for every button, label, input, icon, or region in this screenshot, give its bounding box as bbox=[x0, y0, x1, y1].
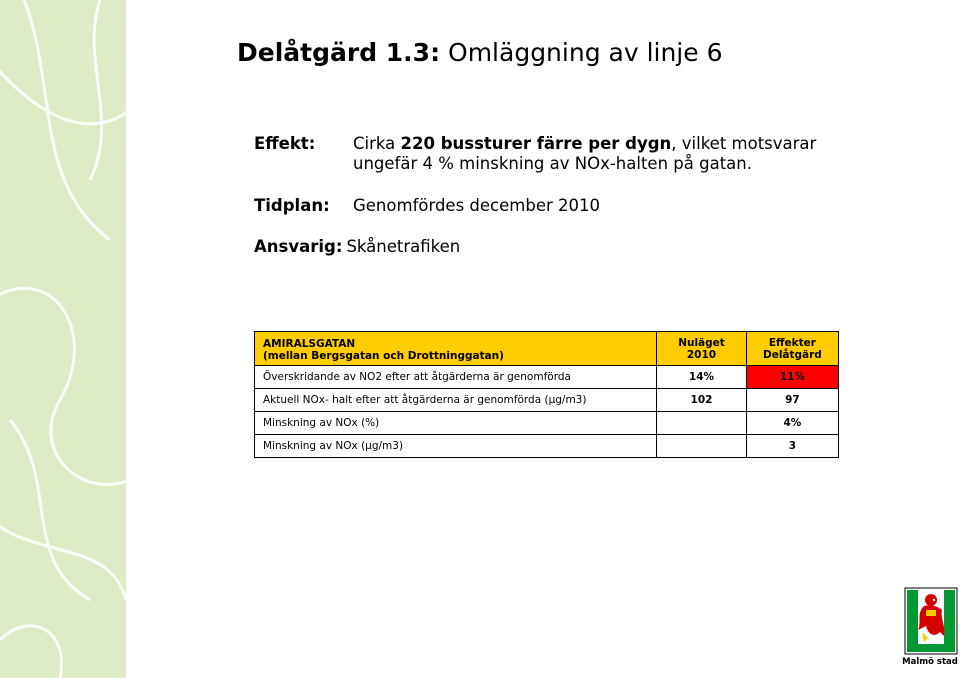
effekt-text-before: Cirka bbox=[353, 134, 401, 153]
row-effekter: 3 bbox=[746, 435, 838, 458]
table-row bbox=[255, 366, 839, 389]
header-nulaget-line1: Nuläget bbox=[678, 336, 725, 349]
header-location bbox=[255, 332, 657, 366]
tidplan-value: Genomfördes december 2010 bbox=[353, 196, 600, 215]
row-nulaget bbox=[657, 412, 747, 435]
griffin-crest-icon bbox=[904, 586, 958, 656]
table-row bbox=[255, 389, 839, 412]
page-title bbox=[237, 38, 723, 67]
header-location-line1: AMIRALSGATAN bbox=[263, 337, 356, 350]
effekt-description bbox=[353, 134, 873, 174]
malmo-stad-logo bbox=[904, 586, 958, 656]
row-nulaget bbox=[657, 435, 747, 458]
row-effekter: 97 bbox=[746, 389, 838, 412]
ansvarig-row bbox=[254, 237, 460, 256]
row-nulaget: 14% bbox=[657, 366, 747, 389]
ansvarig-value: Skånetrafiken bbox=[346, 237, 461, 256]
title-rest: Omläggning av linje 6 bbox=[440, 38, 723, 67]
title-bold-part: Delåtgärd 1.3: bbox=[237, 38, 441, 67]
header-location-line2: (mellan Bergsgatan och Drottninggatan) bbox=[263, 349, 504, 362]
row-effekter: 4% bbox=[746, 412, 838, 435]
header-effekter-line1: Effekter bbox=[768, 336, 816, 349]
table-row bbox=[255, 435, 839, 458]
tidplan-row bbox=[254, 196, 600, 215]
tidplan-label: Tidplan: bbox=[254, 196, 330, 215]
emissions-table bbox=[254, 331, 839, 458]
row-label: Minskning av NOx (%) bbox=[255, 412, 657, 435]
row-effekter-highlighted: 11% bbox=[746, 366, 838, 389]
header-effekter bbox=[746, 332, 838, 366]
decorative-curves bbox=[0, 0, 126, 678]
effekt-text-after: , vilket motsvarar ungefär 4 % minskning av NOx-halten på gatan. bbox=[353, 134, 817, 173]
row-label: Aktuell NOx- halt efter att åtgärderna är genomförda (µg/m3) bbox=[255, 389, 657, 412]
effekt-label: Effekt: bbox=[254, 134, 316, 153]
row-label: Minskning av NOx (µg/m3) bbox=[255, 435, 657, 458]
row-label: Överskridande av NO2 efter att åtgärderna är genomförda bbox=[255, 366, 657, 389]
header-effekter-line2: Delåtgärd bbox=[762, 348, 822, 361]
row-nulaget: 102 bbox=[657, 389, 747, 412]
ansvarig-label: Ansvarig: bbox=[254, 237, 343, 256]
header-nulaget-line2: 2010 bbox=[686, 348, 717, 361]
logo-caption: Malmö stad bbox=[902, 657, 958, 667]
decorative-side-band bbox=[0, 0, 126, 678]
effekt-text-bold: 220 bussturer färre per dygn bbox=[400, 134, 672, 153]
table-header-row bbox=[255, 332, 839, 366]
table-row bbox=[255, 412, 839, 435]
header-nulaget bbox=[657, 332, 747, 366]
